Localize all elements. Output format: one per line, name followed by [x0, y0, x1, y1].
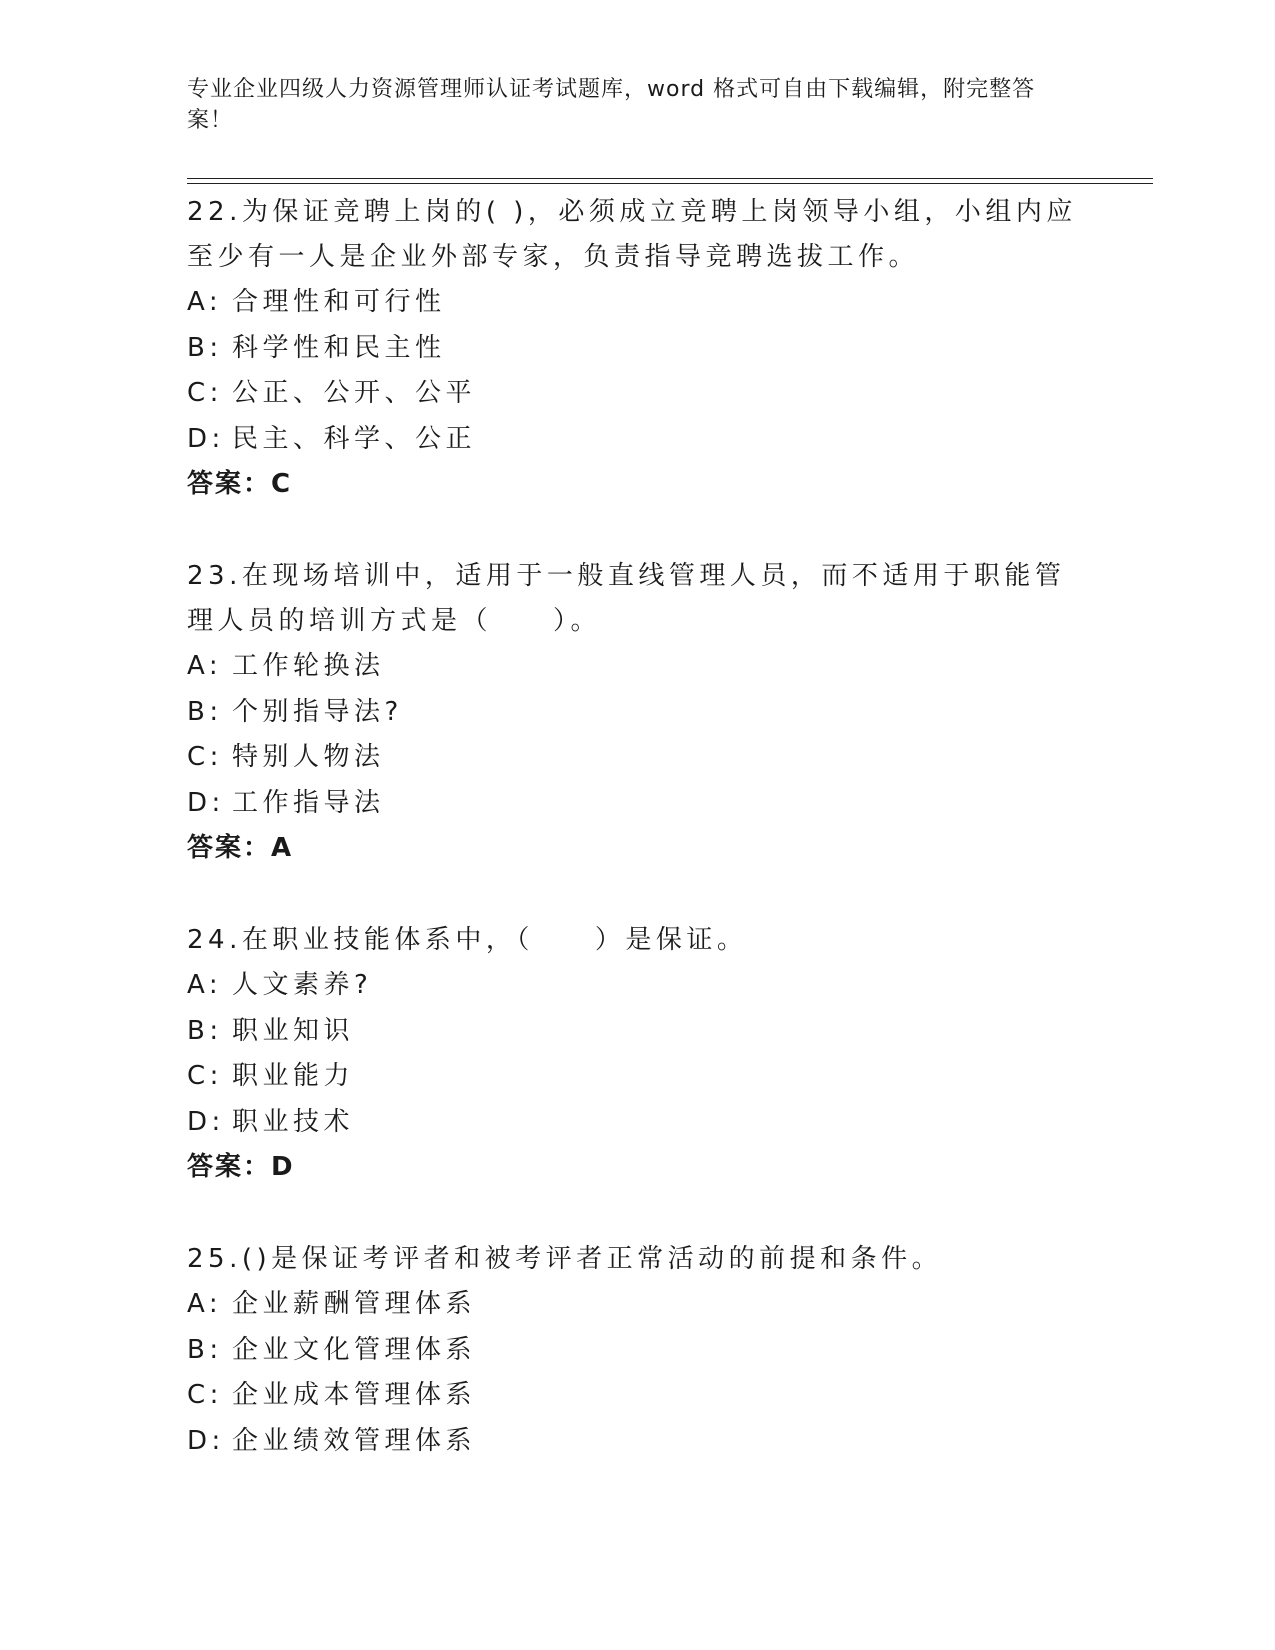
option-letter: C:: [187, 1061, 223, 1091]
option-letter: B:: [187, 696, 223, 727]
question-body: 为保证竞聘上岗的( )，必须成立竞聘上岗领导小组，小组内应至少有一人是企业外部专家，负责指导竞聘选拔工作。: [187, 197, 1077, 272]
header-divider-bottom: [187, 183, 1153, 184]
option-c: [187, 371, 1087, 417]
question-23: [187, 554, 1087, 871]
question-22: [187, 190, 1087, 507]
question-number: 23.: [187, 561, 242, 591]
question-list: [187, 190, 1087, 1511]
option-text: 科学性和民主性: [232, 332, 446, 363]
option-b: [187, 690, 1087, 736]
option-letter: A:: [187, 970, 223, 1000]
option-text: 人文素养?: [232, 970, 373, 1000]
question-text: [187, 554, 1087, 644]
question-text: [187, 1237, 1087, 1282]
option-letter: D:: [187, 423, 225, 454]
option-text: 企业绩效管理体系: [232, 1425, 477, 1456]
option-letter: A:: [187, 651, 223, 681]
option-c: [187, 735, 1087, 781]
question-25: [187, 1237, 1087, 1464]
option-text: 特别人物法: [232, 742, 385, 772]
option-text: 职业能力: [232, 1061, 355, 1091]
option-c: [187, 1373, 1087, 1419]
option-text: 企业成本管理体系: [232, 1380, 477, 1410]
option-a: [187, 1282, 1087, 1328]
option-letter: C:: [187, 1380, 223, 1410]
option-d: [187, 417, 1087, 463]
question-24: [187, 918, 1087, 1190]
question-body: ()是保证考评者和被考评者正常活动的前提和条件。: [241, 1244, 943, 1274]
option-text: 工作指导法: [232, 787, 385, 818]
option-text: 职业技术: [232, 1106, 355, 1137]
option-letter: D:: [187, 787, 225, 818]
question-text: [187, 918, 1087, 963]
option-letter: B:: [187, 332, 223, 363]
option-text: 企业薪酬管理体系: [232, 1289, 477, 1319]
option-letter: A:: [187, 1289, 223, 1319]
option-b: [187, 326, 1087, 372]
option-text: 工作轮换法: [232, 651, 385, 681]
option-text: 民主、科学、公正: [232, 423, 477, 454]
option-d: [187, 1419, 1087, 1465]
option-b: [187, 1009, 1087, 1055]
question-number: 25.: [187, 1244, 242, 1274]
question-number: 22.: [187, 197, 242, 227]
option-d: [187, 781, 1087, 827]
option-letter: D:: [187, 1106, 225, 1137]
document-header: 专业企业四级人力资源管理师认证考试题库，word 格式可自由下载编辑，附完整答案！: [187, 77, 1036, 133]
option-letter: B:: [187, 1015, 223, 1046]
question-body: 在现场培训中，适用于一般直线管理人员，而不适用于职能管理人员的培训方式是（ ）。: [187, 561, 1066, 636]
answer-line: 答案：D: [187, 1152, 295, 1182]
option-a: [187, 963, 1087, 1009]
option-text: 公正、公开、公平: [232, 378, 477, 408]
option-letter: C:: [187, 742, 223, 772]
question-body: 在职业技能体系中，（ ）是保证。: [241, 925, 748, 955]
option-letter: B:: [187, 1334, 223, 1365]
option-text: 个别指导法?: [232, 696, 403, 727]
header-divider-top: [187, 178, 1153, 179]
option-text: 企业文化管理体系: [232, 1334, 477, 1365]
answer-line: 答案：A: [187, 833, 294, 863]
option-letter: A:: [187, 287, 223, 317]
option-a: [187, 644, 1087, 690]
option-d: [187, 1100, 1087, 1146]
option-text: 合理性和可行性: [232, 287, 446, 317]
option-b: [187, 1328, 1087, 1374]
option-text: 职业知识: [232, 1015, 355, 1046]
option-letter: D:: [187, 1425, 225, 1456]
question-number: 24.: [187, 925, 242, 955]
question-text: [187, 190, 1087, 280]
option-letter: C:: [187, 378, 223, 408]
option-a: [187, 280, 1087, 326]
answer-line: 答案：C: [187, 469, 293, 499]
option-c: [187, 1054, 1087, 1100]
